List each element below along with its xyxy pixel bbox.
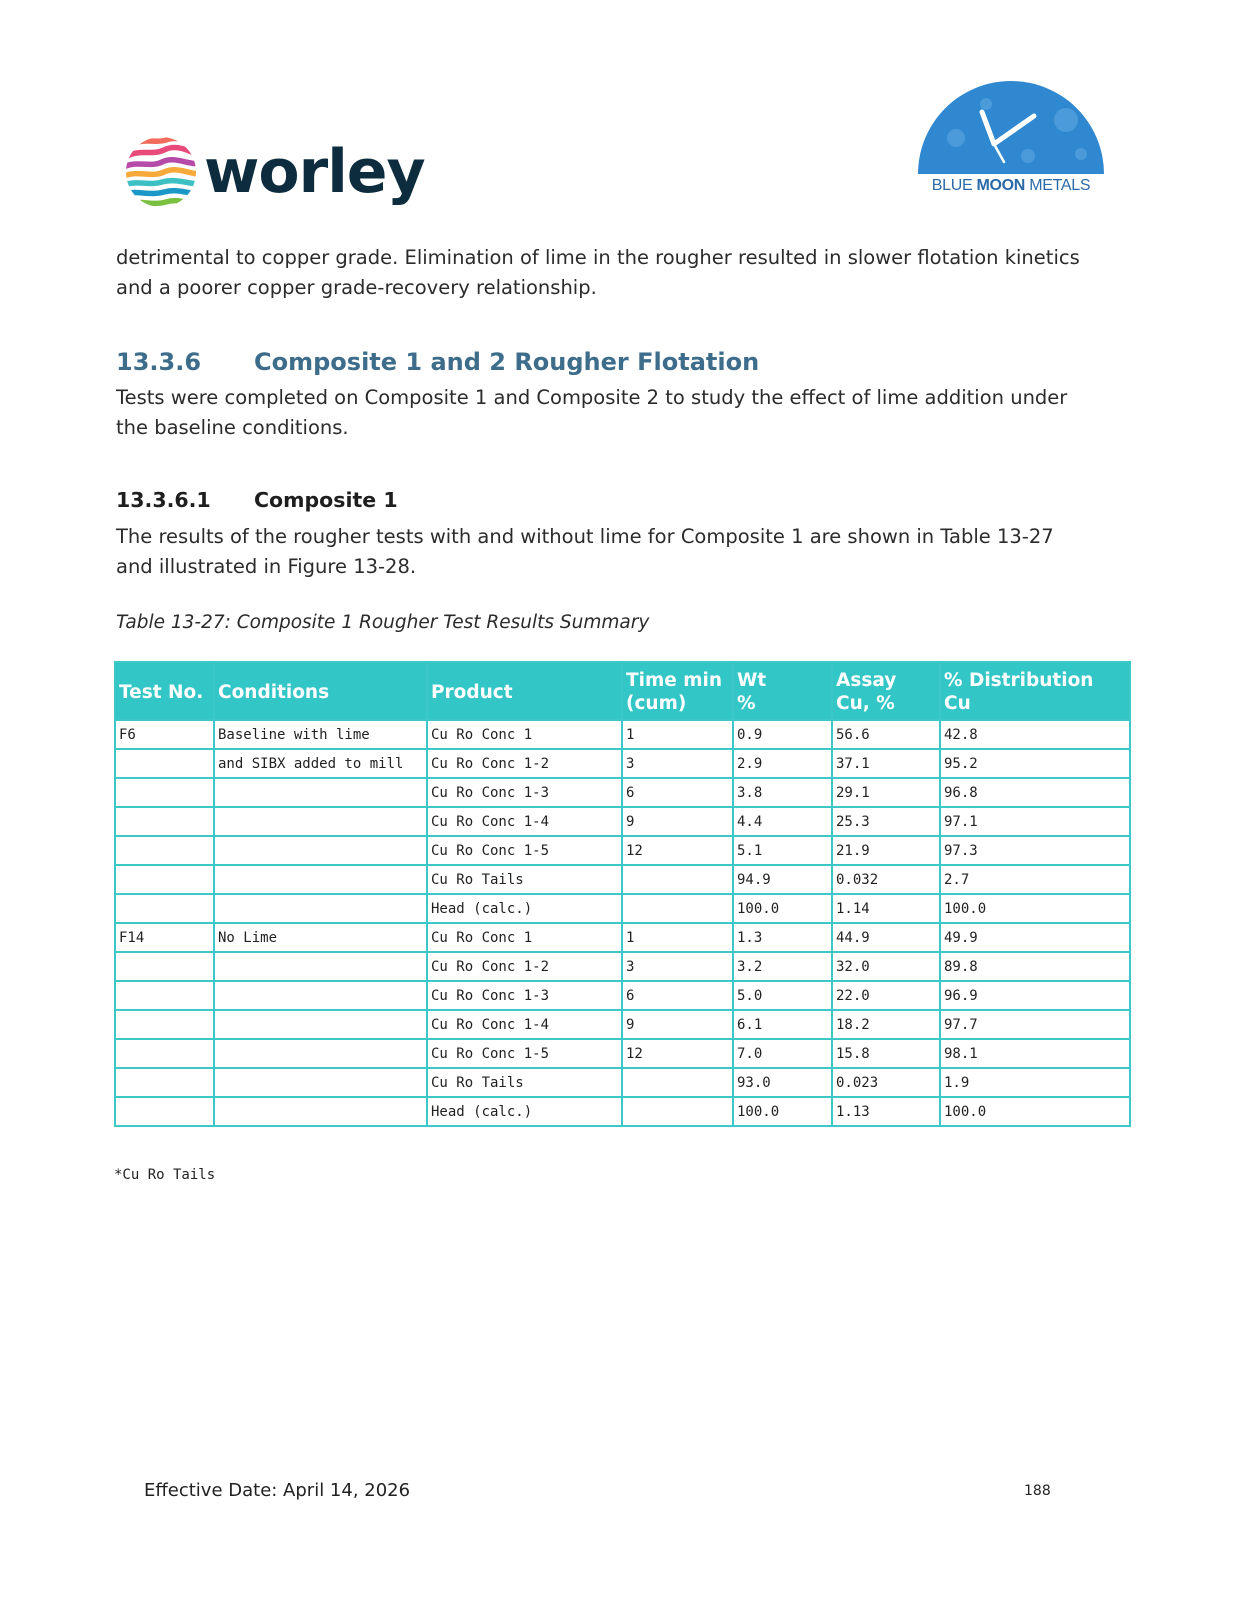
cell-time bbox=[622, 1097, 733, 1126]
blue-moon-metals-wordmark: BLUE MOON METALS bbox=[931, 177, 1091, 194]
worley-logo bbox=[122, 134, 432, 214]
table-row bbox=[115, 1010, 1130, 1039]
cell-weight: 100.0 bbox=[733, 894, 832, 923]
cell-distribution: 100.0 bbox=[940, 894, 1130, 923]
cell-weight: 2.9 bbox=[733, 749, 832, 778]
table-row bbox=[115, 952, 1130, 981]
cell-product: Cu Ro Tails bbox=[427, 1068, 622, 1097]
cell-conditions bbox=[214, 1010, 427, 1039]
cell-product: Cu Ro Tails bbox=[427, 865, 622, 894]
subsection-title: Composite 1 bbox=[254, 488, 398, 512]
table-row bbox=[115, 720, 1130, 749]
cell-conditions: and SIBX added to mill bbox=[214, 749, 427, 778]
table-row bbox=[115, 836, 1130, 865]
cell-conditions bbox=[214, 807, 427, 836]
section-heading bbox=[116, 348, 759, 376]
header-weight: Wt % bbox=[733, 662, 832, 720]
cell-test-no bbox=[115, 807, 214, 836]
cell-weight: 5.0 bbox=[733, 981, 832, 1010]
cell-conditions bbox=[214, 865, 427, 894]
cell-test-no bbox=[115, 894, 214, 923]
section-title: Composite 1 and 2 Rougher Flotation bbox=[254, 348, 760, 376]
header-product: Product bbox=[427, 662, 622, 720]
cell-time: 12 bbox=[622, 1039, 733, 1068]
cell-test-no bbox=[115, 1097, 214, 1126]
cell-time: 1 bbox=[622, 923, 733, 952]
cell-weight: 6.1 bbox=[733, 1010, 832, 1039]
cell-product: Head (calc.) bbox=[427, 1097, 622, 1126]
cell-product: Cu Ro Conc 1-2 bbox=[427, 952, 622, 981]
cell-distribution: 97.7 bbox=[940, 1010, 1130, 1039]
cell-conditions bbox=[214, 836, 427, 865]
cell-time: 6 bbox=[622, 778, 733, 807]
cell-weight: 4.4 bbox=[733, 807, 832, 836]
intro-paragraph: detrimental to copper grade. Elimination of lime in the rougher resulted in slower flotation kinetics and a poorer copper grade-recovery relationship. bbox=[116, 246, 1080, 299]
cell-conditions bbox=[214, 981, 427, 1010]
cell-distribution: 97.3 bbox=[940, 836, 1130, 865]
cell-conditions bbox=[214, 1097, 427, 1126]
cell-assay: 0.023 bbox=[832, 1068, 940, 1097]
cell-distribution: 49.9 bbox=[940, 923, 1130, 952]
table-row bbox=[115, 778, 1130, 807]
table-row bbox=[115, 865, 1130, 894]
cell-assay: 56.6 bbox=[832, 720, 940, 749]
cell-distribution: 95.2 bbox=[940, 749, 1130, 778]
cell-conditions: No Lime bbox=[214, 923, 427, 952]
cell-test-no bbox=[115, 952, 214, 981]
header-assay: Assay Cu, % bbox=[832, 662, 940, 720]
cell-product: Head (calc.) bbox=[427, 894, 622, 923]
cell-distribution: 96.9 bbox=[940, 981, 1130, 1010]
cell-test-no bbox=[115, 1039, 214, 1068]
cell-product: Cu Ro Conc 1-2 bbox=[427, 749, 622, 778]
table-footnote: *Cu Ro Tails bbox=[114, 1167, 216, 1183]
cell-assay: 0.032 bbox=[832, 865, 940, 894]
footer-page-number: 188 bbox=[1024, 1483, 1051, 1499]
cell-conditions bbox=[214, 952, 427, 981]
cell-assay: 32.0 bbox=[832, 952, 940, 981]
cell-assay: 44.9 bbox=[832, 923, 940, 952]
table-row bbox=[115, 923, 1130, 952]
cell-assay: 15.8 bbox=[832, 1039, 940, 1068]
cell-time bbox=[622, 865, 733, 894]
table-row bbox=[115, 1039, 1130, 1068]
cell-product: Cu Ro Conc 1 bbox=[427, 923, 622, 952]
cell-product: Cu Ro Conc 1-4 bbox=[427, 807, 622, 836]
cell-distribution: 42.8 bbox=[940, 720, 1130, 749]
cell-weight: 1.3 bbox=[733, 923, 832, 952]
header-distribution: % Distribution Cu bbox=[940, 662, 1130, 720]
cell-weight: 93.0 bbox=[733, 1068, 832, 1097]
cell-product: Cu Ro Conc 1 bbox=[427, 720, 622, 749]
cell-test-no: F6 bbox=[115, 720, 214, 749]
cell-test-no bbox=[115, 836, 214, 865]
cell-assay: 29.1 bbox=[832, 778, 940, 807]
cell-test-no bbox=[115, 1010, 214, 1039]
cell-time bbox=[622, 894, 733, 923]
table-row bbox=[115, 807, 1130, 836]
cell-test-no bbox=[115, 981, 214, 1010]
cell-test-no: F14 bbox=[115, 923, 214, 952]
cell-assay: 25.3 bbox=[832, 807, 940, 836]
cell-assay: 18.2 bbox=[832, 1010, 940, 1039]
subsection-heading bbox=[116, 488, 398, 512]
cell-time bbox=[622, 1068, 733, 1097]
cell-assay: 1.14 bbox=[832, 894, 940, 923]
cell-time: 6 bbox=[622, 981, 733, 1010]
cell-time: 12 bbox=[622, 836, 733, 865]
cell-time: 3 bbox=[622, 952, 733, 981]
cell-test-no bbox=[115, 749, 214, 778]
header-conditions: Conditions bbox=[214, 662, 427, 720]
cell-assay: 21.9 bbox=[832, 836, 940, 865]
cell-weight: 3.2 bbox=[733, 952, 832, 981]
cell-product: Cu Ro Conc 1-3 bbox=[427, 778, 622, 807]
cell-distribution: 89.8 bbox=[940, 952, 1130, 981]
cell-test-no bbox=[115, 1068, 214, 1097]
cell-weight: 5.1 bbox=[733, 836, 832, 865]
cell-distribution: 98.1 bbox=[940, 1039, 1130, 1068]
table-row bbox=[115, 1068, 1130, 1097]
cell-distribution: 1.9 bbox=[940, 1068, 1130, 1097]
cell-weight: 7.0 bbox=[733, 1039, 832, 1068]
table-row bbox=[115, 894, 1130, 923]
cell-weight: 100.0 bbox=[733, 1097, 832, 1126]
cell-weight: 3.8 bbox=[733, 778, 832, 807]
cell-conditions: Baseline with lime bbox=[214, 720, 427, 749]
cell-product: Cu Ro Conc 1-5 bbox=[427, 836, 622, 865]
cell-assay: 1.13 bbox=[832, 1097, 940, 1126]
subsection-number: 13.3.6.1 bbox=[116, 488, 211, 512]
cell-test-no bbox=[115, 865, 214, 894]
worley-wordmark: worley bbox=[204, 137, 425, 207]
cell-weight: 94.9 bbox=[733, 865, 832, 894]
cell-product: Cu Ro Conc 1-3 bbox=[427, 981, 622, 1010]
cell-weight: 0.9 bbox=[733, 720, 832, 749]
cell-time: 1 bbox=[622, 720, 733, 749]
cell-assay: 22.0 bbox=[832, 981, 940, 1010]
table-row bbox=[115, 1097, 1130, 1126]
cell-time: 3 bbox=[622, 749, 733, 778]
subsection-paragraph: The results of the rougher tests with and without lime for Composite 1 are shown in Table 13-27 and illustrated in Figure 13-28. bbox=[116, 525, 1054, 578]
cell-conditions bbox=[214, 894, 427, 923]
cell-conditions bbox=[214, 1068, 427, 1097]
cell-distribution: 100.0 bbox=[940, 1097, 1130, 1126]
table-row bbox=[115, 981, 1130, 1010]
cell-conditions bbox=[214, 1039, 427, 1068]
moon-clock-icon bbox=[916, 76, 1106, 176]
cell-distribution: 2.7 bbox=[940, 865, 1130, 894]
table-body bbox=[115, 720, 1130, 1126]
results-table bbox=[114, 661, 1131, 1127]
cell-assay: 37.1 bbox=[832, 749, 940, 778]
section-paragraph: Tests were completed on Composite 1 and Composite 2 to study the effect of lime addition under the baseline conditions. bbox=[116, 386, 1068, 439]
cell-distribution: 96.8 bbox=[940, 778, 1130, 807]
cell-product: Cu Ro Conc 1-5 bbox=[427, 1039, 622, 1068]
cell-time: 9 bbox=[622, 807, 733, 836]
table-caption: Table 13-27: Composite 1 Rougher Test Results Summary bbox=[116, 612, 650, 633]
table-header-row bbox=[115, 662, 1130, 720]
cell-test-no bbox=[115, 778, 214, 807]
worley-globe-icon bbox=[122, 134, 200, 210]
cell-distribution: 97.1 bbox=[940, 807, 1130, 836]
section-number: 13.3.6 bbox=[116, 348, 202, 376]
blue-moon-metals-logo bbox=[916, 76, 1106, 202]
table-row bbox=[115, 749, 1130, 778]
header-test-no: Test No. bbox=[115, 662, 214, 720]
cell-time: 9 bbox=[622, 1010, 733, 1039]
cell-conditions bbox=[214, 778, 427, 807]
cell-product: Cu Ro Conc 1-4 bbox=[427, 1010, 622, 1039]
header-time: Time min (cum) bbox=[622, 662, 733, 720]
footer-effective-date: Effective Date: April 14, 2026 bbox=[144, 1480, 411, 1501]
